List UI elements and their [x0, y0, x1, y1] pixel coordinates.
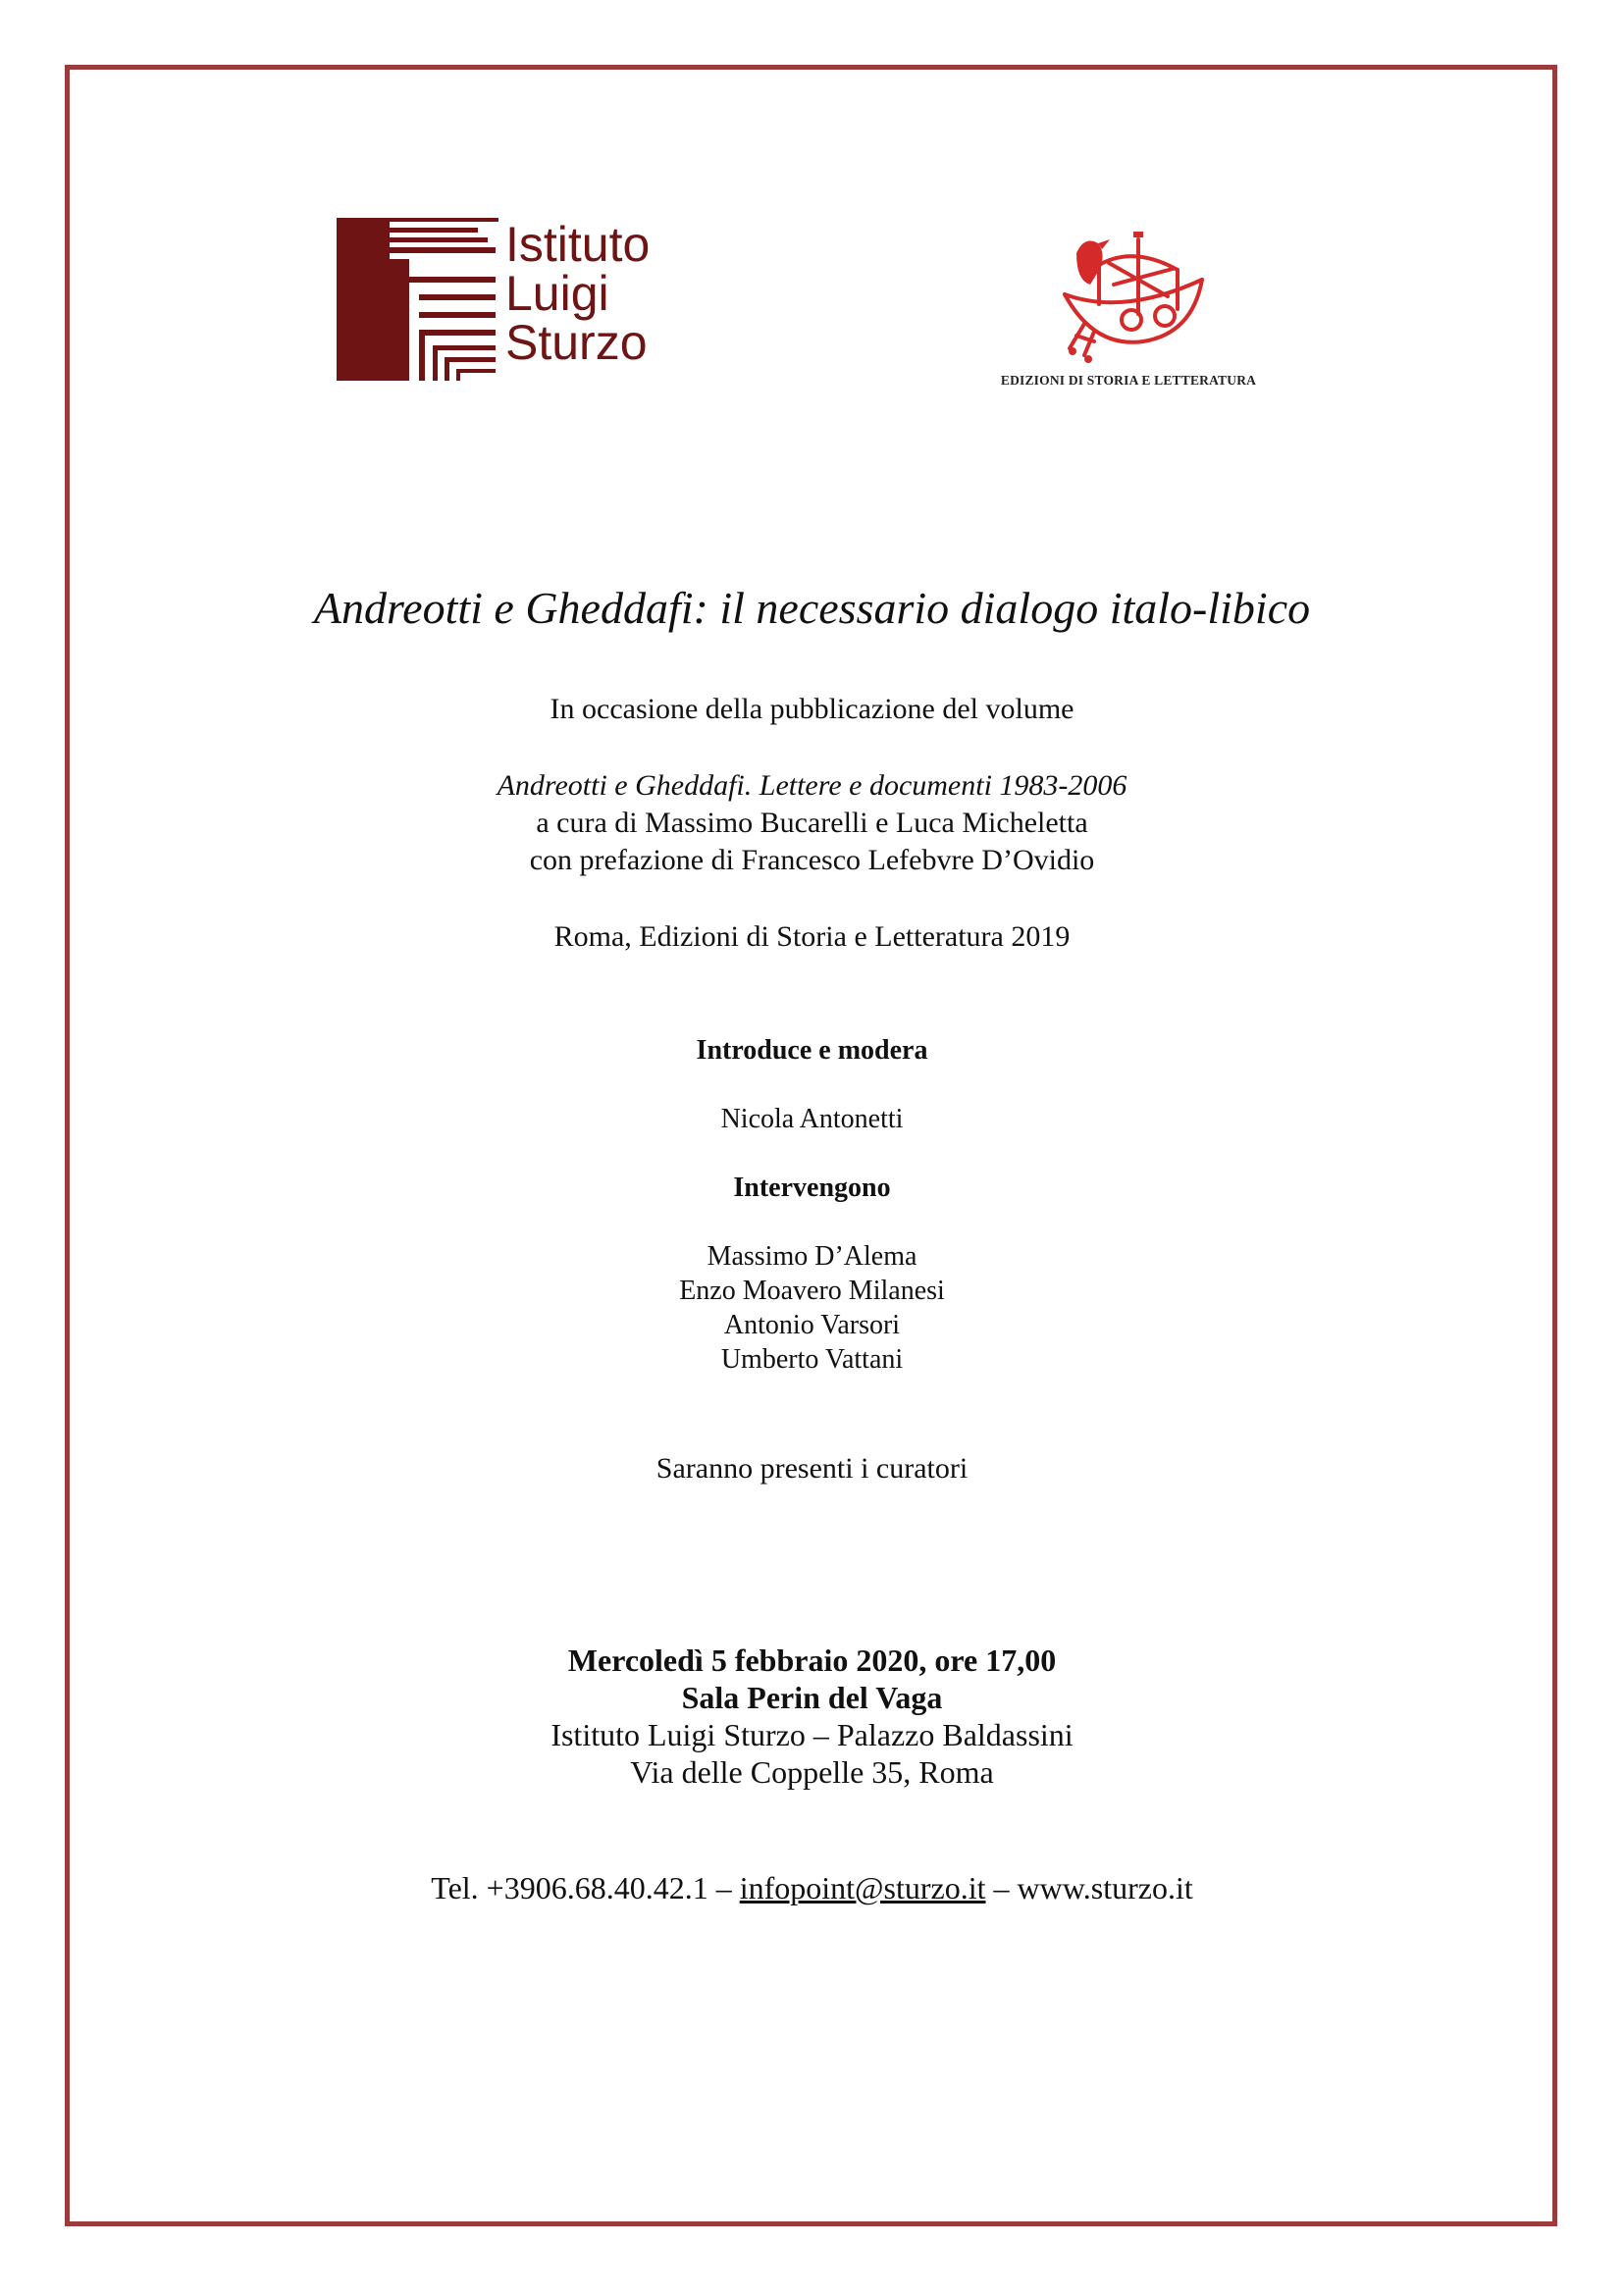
- moderator-name: Nicola Antonetti: [720, 1104, 904, 1134]
- page-title: Andreotti e Gheddafi: il necessario dialogo italo-libico: [313, 583, 1311, 633]
- publisher-caption: EDIZIONI DI STORIA E LETTERATURA: [1000, 373, 1257, 388]
- contact-email-link[interactable]: infopoint@sturzo.it: [739, 1870, 986, 1905]
- contact-line: [0, 1869, 1624, 1906]
- sturzo-line-2: Luigi: [505, 266, 609, 321]
- speaker-name: Antonio Varsori: [723, 1310, 901, 1340]
- speaker-name: Enzo Moavero Milanesi: [679, 1276, 945, 1306]
- book-publisher: Roma, Edizioni di Storia e Letteratura 2019: [553, 920, 1071, 953]
- occasion-text: In occasione della pubblicazione del volume: [550, 693, 1074, 725]
- book-editors: a cura di Massimo Bucarelli e Luca Micheletta: [536, 807, 1088, 839]
- istituto-sturzo-logo: [337, 218, 670, 383]
- event-room: Sala Perin del Vaga: [681, 1680, 943, 1715]
- speakers-heading: Intervengono: [733, 1173, 891, 1203]
- speaker-name: Massimo D’Alema: [707, 1241, 917, 1272]
- event-date: Mercoledì 5 febbraio 2020, ore 17,00: [567, 1643, 1057, 1678]
- publisher-logo: [976, 206, 1281, 392]
- book-preface: con prefazione di Francesco Lefebvre D’Ovidio: [529, 844, 1095, 876]
- moderator-heading: Introduce e modera: [696, 1035, 928, 1066]
- speaker-name: Umberto Vattani: [720, 1344, 904, 1375]
- sturzo-line-1: Istituto: [505, 217, 651, 272]
- event-venue: Istituto Luigi Sturzo – Palazzo Baldassini: [550, 1717, 1074, 1752]
- ship-emblem-icon: [1055, 226, 1212, 363]
- curators-note: Saranno presenti i curatori: [655, 1452, 969, 1485]
- sturzo-line-3: Sturzo: [505, 315, 648, 370]
- sturzo-wordmark: [505, 217, 651, 370]
- book-title: Andreotti e Gheddafi. Lettere e documenti 1983-2006: [497, 769, 1127, 802]
- event-address: Via delle Coppelle 35, Roma: [630, 1754, 994, 1790]
- contact-phone: Tel. +3906.68.40.42.1 –: [431, 1870, 732, 1905]
- contact-website: – www.sturzo.it: [993, 1870, 1193, 1905]
- sturzo-emblem-icon: [337, 218, 498, 381]
